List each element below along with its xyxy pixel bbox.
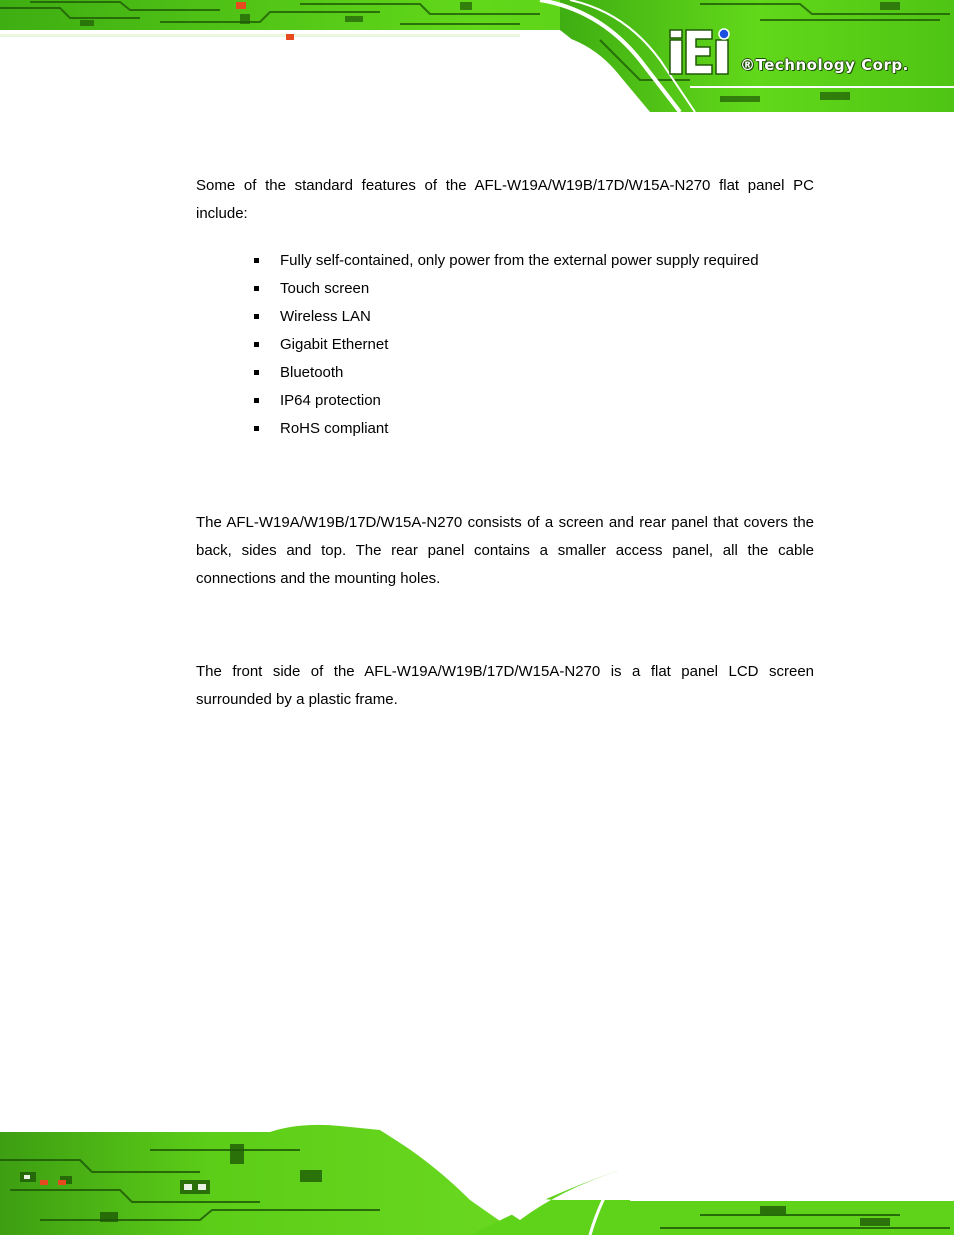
iei-logo-icon	[668, 28, 736, 76]
bullet-square-icon	[254, 398, 259, 403]
footer-banner	[0, 1120, 954, 1235]
bullet-square-icon	[254, 342, 259, 347]
list-item	[252, 415, 759, 443]
list-item	[252, 359, 759, 387]
feature-list	[252, 247, 759, 443]
list-item	[252, 331, 759, 359]
overview-paragraph: The AFL-W19A/W19B/17D/W15A-N270 consists of a screen and rear panel that covers the back, sides and top. The rear panel contains a smaller access panel, all the cable connections and the mounting holes.	[196, 514, 814, 587]
circuit-board-footer-graphic	[0, 1120, 954, 1235]
bullet-square-icon	[254, 286, 259, 291]
intro-paragraph: Some of the standard features of the AFL-W19A/W19B/17D/W15A-N270 flat panel PC include:	[196, 177, 814, 222]
logo-tagline: ®Technology Corp.	[740, 56, 909, 74]
list-item	[252, 275, 759, 303]
bullet-square-icon	[254, 426, 259, 431]
feature-text: Touch screen	[280, 280, 370, 297]
list-item	[252, 387, 759, 415]
feature-text: IP64 protection	[280, 392, 381, 409]
feature-text: Gigabit Ethernet	[280, 336, 389, 353]
feature-text: RoHS compliant	[280, 420, 389, 437]
list-item	[252, 247, 759, 275]
feature-text: Fully self-contained, only power from the external power supply required	[280, 252, 759, 269]
company-logo	[668, 26, 938, 82]
feature-text: Wireless LAN	[280, 308, 371, 325]
bullet-square-icon	[254, 370, 259, 375]
front-side-paragraph: The front side of the AFL-W19A/W19B/17D/W15A-N270 is a flat panel LCD screen surrounded by a plastic frame.	[196, 663, 814, 708]
feature-text: Bluetooth	[280, 364, 344, 381]
bullet-square-icon	[254, 258, 259, 263]
list-item	[252, 303, 759, 331]
bullet-square-icon	[254, 314, 259, 319]
header-banner	[0, 0, 954, 112]
